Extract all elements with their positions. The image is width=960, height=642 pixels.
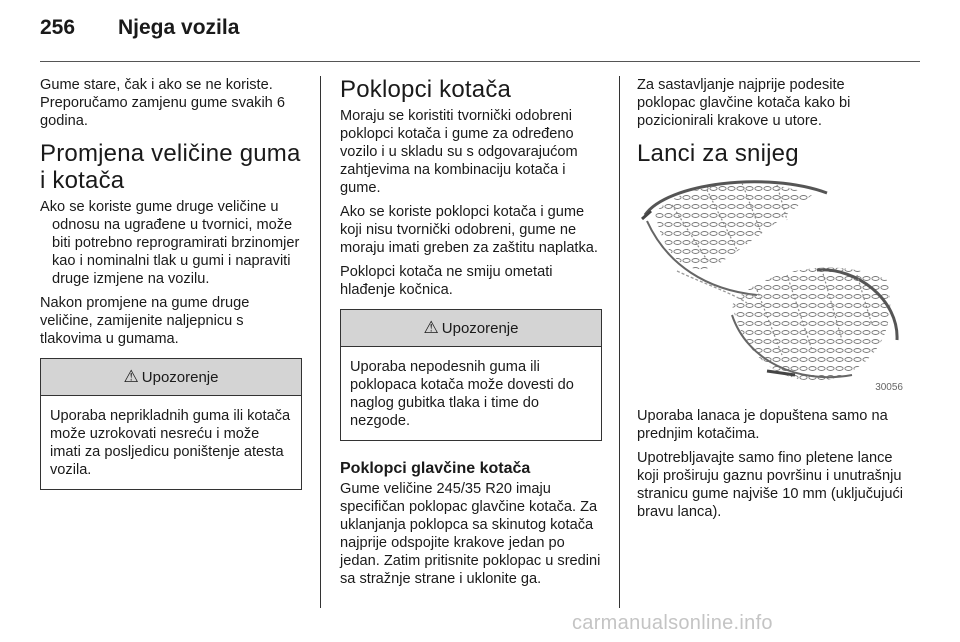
tire-age-paragraph: Gume stare, čak i ako se ne koriste. Preporučamo zamjenu gume svakih 6 godina.: [40, 77, 285, 129]
column-2: [340, 76, 602, 594]
wheel-covers-paragraph-1: Moraju se koristiti tvornički odobreni poklopci kotača i gume za određeno vozilo i u skladu su s odgovarajućom zahtjevima na kombinaciju kotača i gume.: [340, 108, 578, 196]
warning-title: Upozorenje: [441, 319, 519, 337]
wheel-covers-paragraph-2: Ako se koriste poklopci kotača i gume koji nisu tvornički odobreni, gume ne moraju imati greben za zaštitu naplatka.: [340, 204, 598, 256]
assembly-paragraph: Za sastavljanje najprije podesite poklopac glavčine kotača kako bi pozicionirali krakove u utore.: [637, 77, 851, 129]
warning-box-tires: [40, 358, 302, 490]
figure-code: 30056: [875, 382, 903, 393]
subheading-hub-caps: Poklopci glavčine kotača: [340, 460, 531, 477]
section-heading-size-change: Promjena veličine guma i kotača: [40, 140, 301, 194]
warning-header: [41, 359, 301, 396]
chapter-title: Njega vozila: [118, 16, 240, 39]
warning-text: Uporaba nepodesnih guma ili poklopaca kotača može dovesti do naglog gubitka tlaka i time do nezgode.: [350, 359, 574, 429]
snow-chains-figure: [637, 175, 905, 393]
warning-body: [341, 347, 601, 440]
warning-title: Upozorenje: [141, 368, 219, 386]
hub-caps-paragraph: Gume veličine 245/35 R20 imaju specifičan poklopac glavčine kotača. Za uklanjanja poklopca sa skinutog kotača najprije odspojite krakove jedan po jedan. Zatim pritisnite poklopac u sredini sa stražnje strane i uklonite ga.: [340, 481, 601, 587]
section-heading-wheel-covers: Poklopci kotača: [340, 76, 512, 103]
chains-usage-paragraph: Uporaba lanaca je dopuštena samo na prednjim kotačima.: [637, 408, 888, 442]
column-divider-2: [619, 76, 620, 608]
header-divider: [40, 61, 920, 62]
warning-header: [341, 310, 601, 347]
warning-triangle-icon: ⚠: [123, 367, 139, 386]
warning-triangle-icon: ⚠: [423, 318, 439, 337]
size-change-paragraph: Ako se koriste gume druge veličine u odnosu na ugrađene u tvornici, može biti potrebno reprogramirati brzinomjer kao i nominalni tlak u gumi i napraviti druge izmjene na vozilu.: [40, 199, 300, 287]
snow-chains-illustration: [637, 175, 905, 393]
warning-body: [41, 396, 301, 489]
wheel-covers-paragraph-3: Poklopci kotača ne smiju ometati hlađenje kočnica.: [340, 264, 553, 298]
column-3: [637, 76, 905, 527]
page-header: [40, 16, 239, 50]
page-number: 256: [40, 16, 76, 39]
warning-text: Uporaba neprikladnih guma ili kotača može uzrokovati nesreću i može imati za posljedicu poništenje atesta vozila.: [50, 408, 291, 478]
warning-box-wheel-covers: [340, 309, 602, 441]
chains-type-paragraph: Upotrebljavajte samo fino pletene lance koji proširuju gaznu površinu i unutrašnju stranicu gume najviše 10 mm (uključujući bravu lanca).: [637, 450, 904, 520]
section-heading-snow-chains: Lanci za snijeg: [637, 140, 799, 167]
watermark: carmanualsonline.info: [572, 612, 773, 634]
column-1: [40, 76, 302, 490]
column-divider-1: [320, 76, 321, 608]
label-replace-paragraph: Nakon promjene na gume druge veličine, zamijenite naljepnicu s tlakovima u gumama.: [40, 295, 250, 347]
